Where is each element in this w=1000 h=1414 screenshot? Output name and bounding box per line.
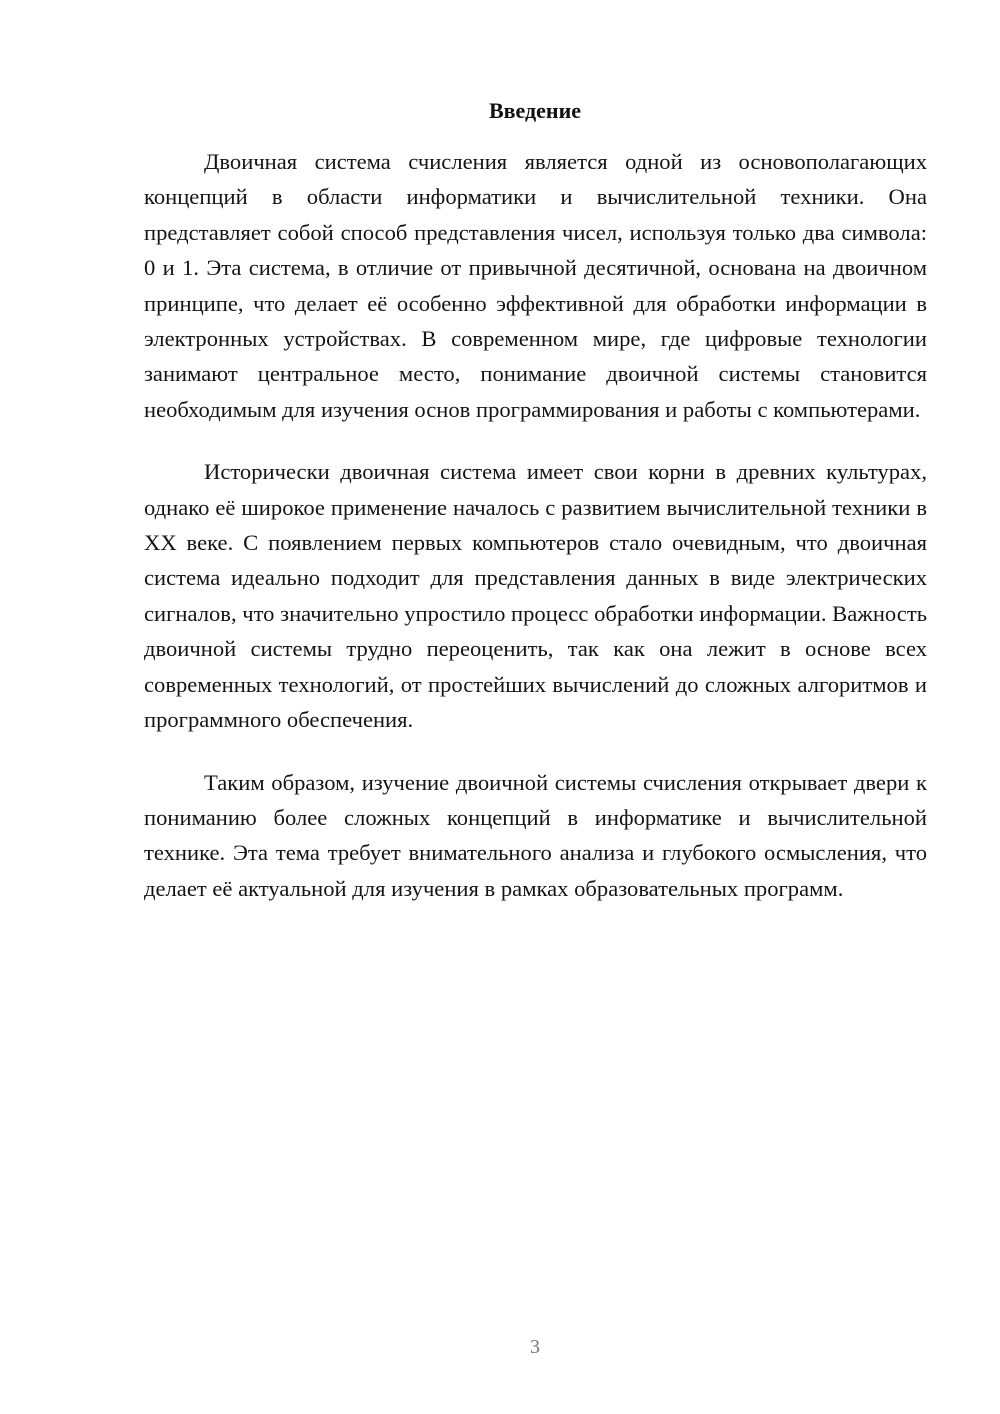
paragraph: Таким образом, изучение двоичной системы счисления открывает двери к пониманию более сложных концепций в информатике и вычислительной технике. Эта тема требует внимательного анализа и глубокого осмысления, что делает её актуальной для изучения в рамках образовательных программ. — [144, 769, 927, 901]
section-title: Введение — [488, 98, 582, 123]
body-text — [144, 144, 927, 933]
paragraph: Двоичная система счисления является одной из основополагающих концепций в области информатики и вычислительной техники. Она представляет собой способ представления чисел, используя только два символа: 0 и 1. Эта система, в отличие от привычной десятичной, основана на двоичном принципе, что делает её особенно эффективной для обработки информации в электронных устройствах. В современном мире, где цифровые технологии занимают центральное место, понимание двоичной системы становится необходимым для изучения основ программирования и работы с компьютерами. — [144, 149, 927, 422]
page-number: 3 — [530, 1336, 540, 1358]
paragraph: Исторически двоичная система имеет свои корни в древних культурах, однако её широкое применение началось с развитием вычислительной техники в XX веке. С появлением первых компьютеров стало очевидным, что двоичная система идеально подходит для представления данных в виде электрических сигналов, что значительно упростило процесс обработки информации. Важность двоичной системы трудно переоценить, так как она лежит в основе всех современных технологий, от простейших вычислений до сложных алгоритмов и программного обеспечения. — [144, 459, 927, 733]
